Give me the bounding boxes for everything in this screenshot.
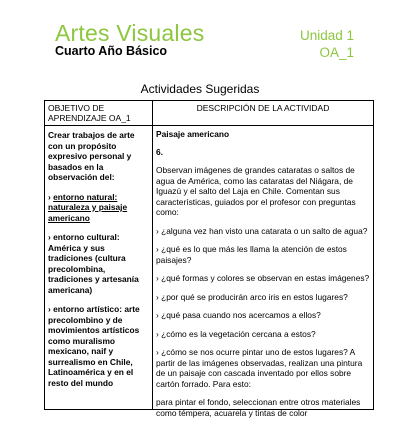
bullet: › [48, 232, 54, 242]
objective-item-text: entorno artístico: arte precolombino y de movimientos artísticos como muralismo mexicano, naif y surrealismo en Chile, Latinoamérica y en el resto del mundo [48, 304, 140, 388]
question-item: › ¿por qué se producirán arco iris en estos lugares? [156, 291, 348, 302]
question-item: › ¿cómo se nos ocurre pintar uno de estos lugares? A partir de las imágenes observadas, realizan una pintura de un paisaje con cascada inventado por ellos sobre cartón forrado. Para esto: [156, 347, 363, 389]
objective-intro: Crear trabajos de arte con un propósito expresivo personal y basados en la observación del: [48, 130, 135, 182]
header-description: DESCRIPCIÓN DE LA ACTIVIDAD [196, 103, 330, 113]
objective-item-text: entorno cultural: América y sus tradiciones (cultura precolombina, tradiciones y artesanía americana) [48, 232, 139, 295]
document-title: Artes Visuales [55, 20, 205, 46]
activity-number: 6. [156, 146, 163, 157]
objective-item [48, 192, 149, 224]
objective-cell [48, 130, 149, 395]
activities-table [44, 100, 374, 418]
question-item: › ¿qué formas y colores se observan en estas imágenes? [156, 273, 370, 283]
objective-item [48, 232, 149, 295]
instruction-item: para pintar el fondo, seleccionan entre otros materiales como témpera, acuarela y tintas de color [156, 397, 361, 418]
question-item: › ¿alguna vez han visto una catarata o un salto de agua? [156, 225, 368, 236]
unit-label: Unidad 1 [299, 28, 354, 43]
column-divider [152, 101, 153, 409]
question-item: › ¿qué pasa cuando nos acercamos a ellos? [156, 310, 321, 320]
question-item: › ¿cómo es la vegetación cercana a estos? [156, 328, 316, 339]
question-item: › ¿qué es lo que más les llama la atención de estos paisajes? [156, 244, 347, 265]
document-subtitle: Cuarto Año Básico [55, 44, 168, 58]
activity-cell [156, 129, 372, 426]
header-objective: OBJETIVO DE APRENDIZAJE OA_1 [48, 103, 131, 123]
bullet: › [48, 191, 54, 202]
activity-title: Paisaje americano [156, 129, 230, 139]
objective-item-underlined: entorno natural: naturaleza y paisaje americano [48, 191, 128, 223]
objective-item [48, 304, 149, 388]
bullet: › [48, 304, 54, 314]
section-title: Actividades Sugeridas [140, 82, 260, 96]
activity-paragraph: Observan imágenes de grandes cataratas o saltos de agua de América, como las cataratas del Niágara, de Iguazú y el salto del Laja en Chile. Comentan sus características, guiados por el profesor con preguntas como: [156, 165, 356, 217]
objective-code: OA_1 [319, 45, 354, 60]
